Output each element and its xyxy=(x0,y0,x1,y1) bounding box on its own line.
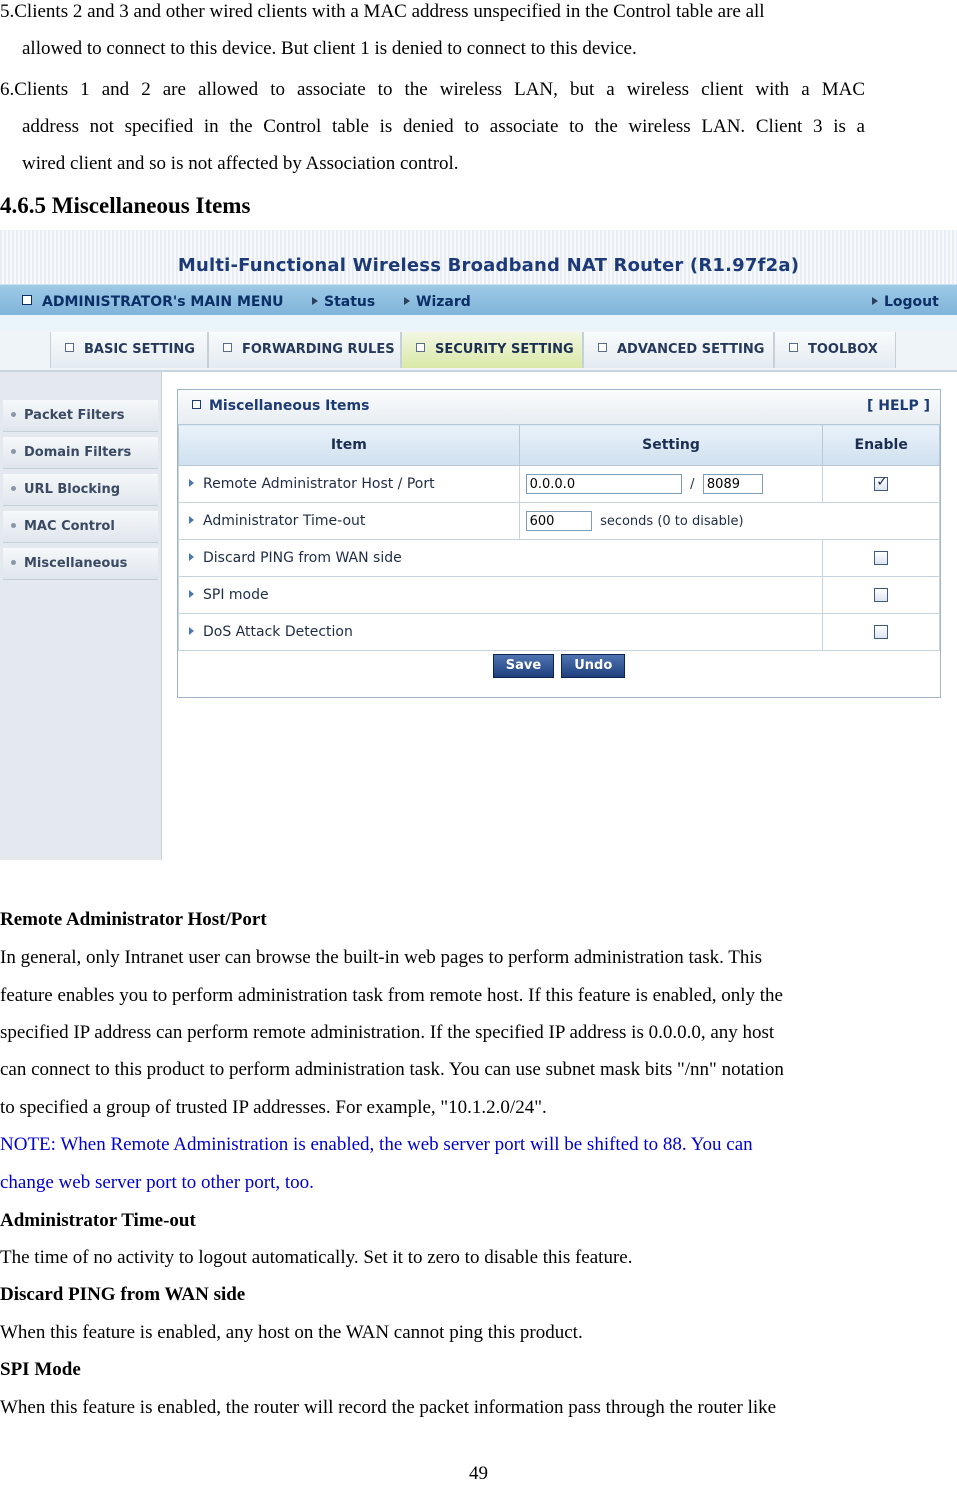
sidebar-item-domain-filters[interactable]: Domain Filters xyxy=(3,437,158,469)
rah-line-3: specified IP address can perform remote administration. If the specified IP address is 0.0.0.0, any host xyxy=(0,1022,775,1043)
ping-text: When this feature is enabled, any host on the WAN cannot ping this product. xyxy=(0,1322,583,1343)
square-icon xyxy=(192,400,201,409)
spi-heading: SPI Mode xyxy=(0,1359,81,1380)
tab-toolbox[interactable]: TOOLBOX xyxy=(774,332,896,368)
paragraph-5 xyxy=(0,0,865,67)
rah-line-4: can connect to this product to perform administration task. You can use subnet mask bits "/nn" notation xyxy=(0,1059,784,1080)
p6-line-1: 6.Clients 1 and 2 are allowed to associate to the wireless LAN, but a wireless client with a MAC xyxy=(0,79,865,100)
row-setting xyxy=(519,503,939,540)
col-header-setting: Setting xyxy=(519,425,823,466)
tab-forwarding-rules[interactable]: FORWARDING RULES xyxy=(208,332,401,368)
panel-header xyxy=(178,390,940,425)
remote-host-input[interactable]: 0.0.0.0 xyxy=(526,474,682,494)
main-menu-bar xyxy=(0,284,957,331)
tab-basic-setting[interactable]: BASIC SETTING xyxy=(50,332,208,368)
row-label: Remote Administrator Host / Port xyxy=(179,466,520,503)
remote-port-input[interactable]: 8089 xyxy=(703,474,763,494)
status-link[interactable]: Status xyxy=(312,294,375,310)
banner-title: Multi-Functional Wireless Broadband NAT Router (R1.97f2a) xyxy=(177,255,800,276)
arrow-right-icon xyxy=(189,553,194,561)
section-heading: 4.6.5 Miscellaneous Items xyxy=(0,193,251,218)
bullet-icon xyxy=(11,486,16,491)
timeout-input[interactable]: 600 xyxy=(526,511,592,531)
paragraph-6 xyxy=(0,71,865,182)
note-line-2: change web server port to other port, too. xyxy=(0,1172,314,1193)
bullet-icon xyxy=(11,523,16,528)
bullet-icon xyxy=(11,412,16,417)
p5-line-2: allowed to connect to this device. But client 1 is denied to connect to this device. xyxy=(22,38,637,59)
col-header-enable: Enable xyxy=(823,425,940,466)
table-row xyxy=(179,540,940,577)
row-enable xyxy=(823,540,940,577)
sidebar-item-miscellaneous[interactable]: Miscellaneous xyxy=(3,548,158,580)
row-label: Administrator Time-out xyxy=(179,503,520,540)
row-label: SPI mode xyxy=(179,577,823,614)
ping-heading: Discard PING from WAN side xyxy=(0,1284,246,1305)
help-link[interactable]: [ HELP ] xyxy=(866,398,930,414)
sidebar xyxy=(0,372,162,860)
table-row xyxy=(179,466,940,503)
banner xyxy=(0,230,957,285)
page-number: 49 xyxy=(469,1463,488,1484)
square-icon xyxy=(789,343,798,352)
button-row xyxy=(178,654,940,678)
arrow-right-icon xyxy=(404,297,410,305)
table-row xyxy=(179,577,940,614)
square-icon xyxy=(416,343,425,352)
tab-security-setting[interactable]: SECURITY SETTING xyxy=(401,332,583,368)
tab-bar xyxy=(0,330,957,372)
square-icon xyxy=(22,295,32,305)
row-label: DoS Attack Detection xyxy=(179,614,823,651)
panel-title: Miscellaneous Items xyxy=(192,398,369,414)
dos-detection-checkbox[interactable] xyxy=(874,625,888,639)
logout-link[interactable]: Logout xyxy=(872,294,939,310)
col-header-item: Item xyxy=(179,425,520,466)
p5-line-1: 5.Clients 2 and 3 and other wired clients with a MAC address unspecified in the Control table are all xyxy=(0,1,765,22)
arrow-right-icon xyxy=(189,590,194,598)
arrow-right-icon xyxy=(189,479,194,487)
note-line-1: NOTE: When Remote Administration is enabled, the web server port will be shifted to 88. You can xyxy=(0,1134,753,1155)
arrow-right-icon xyxy=(872,297,878,305)
row-enable xyxy=(823,577,940,614)
table-row xyxy=(179,503,940,540)
timeout-note: seconds (0 to disable) xyxy=(600,514,744,529)
menu-separator xyxy=(0,315,957,331)
rah-line-2: feature enables you to perform administration task from remote host. If this feature is enabled, only the xyxy=(0,985,783,1006)
square-icon xyxy=(65,343,74,352)
undo-button[interactable]: Undo xyxy=(561,654,625,678)
ato-heading: Administrator Time-out xyxy=(0,1210,196,1231)
router-screenshot xyxy=(0,230,957,860)
rah-line-1: In general, only Intranet user can browse the built-in web pages to perform administration task. This xyxy=(0,947,763,968)
misc-items-panel xyxy=(177,389,941,698)
sidebar-item-packet-filters[interactable]: Packet Filters xyxy=(3,400,158,432)
main-menu-link[interactable]: ADMINISTRATOR's MAIN MENU xyxy=(22,294,284,310)
p6-line-3: wired client and so is not affected by Association control. xyxy=(22,153,459,174)
row-label: Discard PING from WAN side xyxy=(179,540,823,577)
bullet-icon xyxy=(11,560,16,565)
spi-text: When this feature is enabled, the router will record the packet information pass through the router like xyxy=(0,1397,777,1418)
square-icon xyxy=(598,343,607,352)
bullet-icon xyxy=(11,449,16,454)
discard-ping-checkbox[interactable] xyxy=(874,551,888,565)
sidebar-item-url-blocking[interactable]: URL Blocking xyxy=(3,474,158,506)
rah-heading: Remote Administrator Host/Port xyxy=(0,909,267,930)
tab-advanced-setting[interactable]: ADVANCED SETTING xyxy=(583,332,774,368)
table-row xyxy=(179,614,940,651)
port-separator: / xyxy=(690,477,695,492)
wizard-link[interactable]: Wizard xyxy=(404,294,471,310)
p6-line-2: address not specified in the Control table is denied to associate to the wireless LAN. Client 3 is a xyxy=(22,116,865,137)
row-setting xyxy=(519,466,823,503)
arrow-right-icon xyxy=(189,627,194,635)
settings-table xyxy=(178,424,940,651)
ato-text: The time of no activity to logout automatically. Set it to zero to disable this feature. xyxy=(0,1247,633,1268)
arrow-right-icon xyxy=(189,516,194,524)
arrow-right-icon xyxy=(312,297,318,305)
row-enable xyxy=(823,614,940,651)
remote-admin-checkbox[interactable] xyxy=(874,477,888,491)
save-button[interactable]: Save xyxy=(493,654,554,678)
rah-line-5: to specified a group of trusted IP addresses. For example, "10.1.2.0/24". xyxy=(0,1097,547,1118)
row-enable xyxy=(823,466,940,503)
sidebar-item-mac-control[interactable]: MAC Control xyxy=(3,511,158,543)
spi-mode-checkbox[interactable] xyxy=(874,588,888,602)
square-icon xyxy=(223,343,232,352)
